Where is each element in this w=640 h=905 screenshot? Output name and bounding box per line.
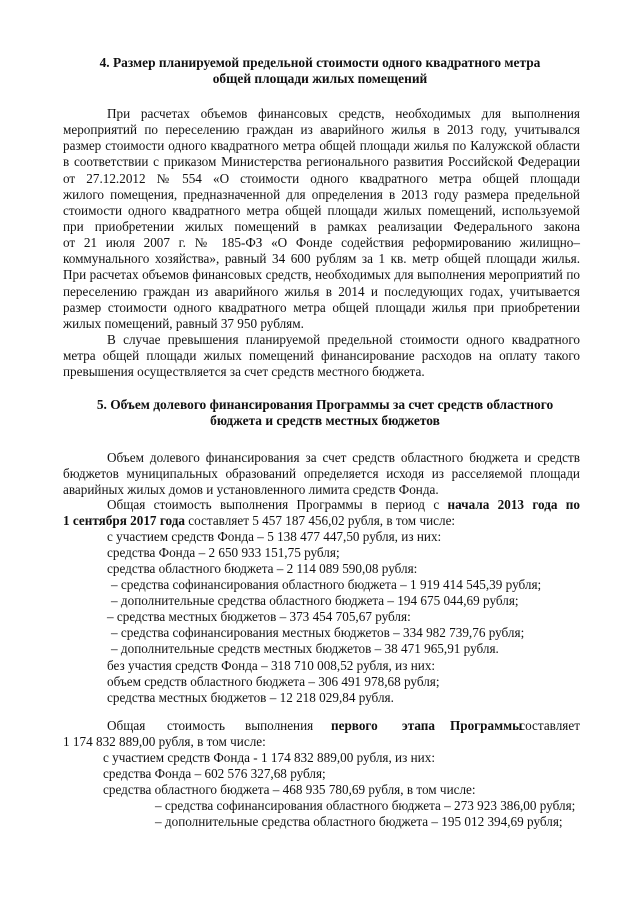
s4-p1-line: при приобретении жилых помещений в рамках реализации Федерального закона — [63, 219, 580, 234]
section-5-title-line-2: бюджета и средств местных бюджетов — [210, 413, 440, 429]
s4-p2-line: метра общей площади жилых помещений финансирование расходов на оплату такого — [63, 348, 580, 363]
list-item: – средства софинансирования областного бюджета – 1 919 414 545,39 рубля; — [111, 577, 542, 592]
total-cost-amount: составляет 5 457 187 456,02 рубля, в том числе: — [184, 513, 456, 528]
list-item: средства областного бюджета – 468 935 780,69 рубля, в том числе: — [103, 782, 476, 797]
s4-p1-line: от 27.12.2012 № 554 «О стоимости одного квадратного метра общей площади — [63, 171, 580, 186]
stage-1-word-bold: этапа — [402, 718, 435, 733]
list-item: средства местных бюджетов – 12 218 029,84 рубля. — [107, 690, 394, 705]
s4-p1-line: коммунального хозяйства», равный 34 600 рублям за 1 кв. метр общей площади жилья. — [63, 251, 580, 266]
list-item: – дополнительные средств местных бюджетов – 38 471 965,91 рубля. — [111, 641, 499, 656]
total-cost-period-start: начала 2013 года по — [447, 497, 581, 512]
s4-p1-line: стоимости одного квадратного метра общей площади жилых помещений, используемой — [63, 203, 580, 218]
s4-p2-line: В случае превышения планируемой предельной стоимости одного квадратного — [107, 332, 580, 347]
s4-p1-line: мероприятий по переселению граждан из аварийного жилья в 2013 году, учитывался — [63, 122, 580, 137]
list-item: с участием средств Фонда – 5 138 477 447,50 рубля, из них: — [107, 529, 442, 544]
list-item: средства Фонда – 2 650 933 151,75 рубля; — [107, 545, 340, 560]
list-item: с участием средств Фонда - 1 174 832 889,00 рубля, из них: — [103, 750, 435, 765]
s4-p1-line: размер стоимости одного квадратного метра общей площади жилья по Калужской области — [63, 138, 580, 153]
total-cost-line-1 — [107, 497, 580, 513]
list-item: – дополнительные средства областного бюджета – 194 675 044,69 рубля; — [111, 593, 519, 608]
total-cost-text: Общая стоимость выполнения Программы в период с — [107, 497, 448, 512]
stage-1-word: стоимость — [167, 718, 225, 733]
s4-p1-line: переселению граждан из аварийного жилья в 2014 и последующих годах, учитывается — [63, 284, 580, 299]
list-item: объем средств областного бюджета – 306 491 978,68 рубля; — [107, 674, 440, 689]
total-cost-line-2 — [63, 513, 455, 529]
section-4-title-line-1: 4. Размер планируемой предельной стоимости одного квадратного метра — [99, 55, 541, 70]
s5-p1-line: бюджетов муниципальных образований определяется исходя из расселяемой площади — [63, 466, 580, 481]
s4-p2-line: превышения осуществляется за счет средств местного бюджета. — [63, 364, 425, 379]
stage-1-line-2: 1 174 832 889,00 рубля, в том числе: — [63, 734, 266, 749]
section-5-title — [60, 397, 590, 429]
stage-1-word: выполнения — [245, 718, 314, 733]
s5-p1-line: Объем долевого финансирования за счет средств областного бюджета и средств — [107, 450, 580, 465]
s4-p1-line: в соответствии с приказом Министерства регионального развития Российской Федерации — [63, 154, 580, 169]
s4-p1-line: При расчетах объемов финансовых средств, необходимых для выполнения — [107, 106, 580, 121]
list-item: – дополнительные средства областного бюджета – 195 012 394,69 рубля; — [155, 814, 563, 829]
list-item: средства Фонда – 602 576 327,68 рубля; — [103, 766, 326, 781]
list-item: средства областного бюджета – 2 114 089 590,08 рубля: — [107, 561, 418, 576]
total-cost-period-end: 1 сентября 2017 года — [63, 513, 185, 528]
list-item: – средства местных бюджетов – 373 454 705,67 рубля: — [107, 609, 411, 624]
s4-p1-line: от 21 июля 2007 г. № 185-ФЗ «О Фонде содействия реформированию жилищно– — [63, 235, 580, 250]
stage-1-word-bold: Программы — [450, 718, 523, 733]
stage-1-word: составляет — [519, 718, 580, 733]
section-4-title — [60, 55, 580, 87]
stage-1-word: Общая — [107, 718, 146, 733]
section-5-title-line-1: 5. Объем долевого финансирования Программы за счет средств областного — [96, 397, 554, 412]
section-4-title-line-2: общей площади жилых помещений — [212, 71, 428, 87]
stage-1-word-bold: первого — [331, 718, 378, 733]
s4-p1-line: жилого помещения, предназначенной для определения в 2013 году размера предельной — [63, 187, 580, 202]
s4-p1-line: При расчетах объемов финансовых средств, необходимых для выполнения мероприятий по — [63, 267, 580, 282]
list-item: – средства софинансирования местных бюджетов – 334 982 739,76 рубля; — [111, 625, 525, 640]
list-item: без участия средств Фонда – 318 710 008,52 рубля, из них: — [107, 658, 436, 673]
s4-p1-line: размер стоимости одного квадратного метра общей площади жилья при приобретении — [63, 300, 580, 315]
list-item: – средства софинансирования областного бюджета – 273 923 386,00 рубля; — [155, 798, 576, 813]
s5-p1-line: аварийных жилых домов и установленного лимита средств Фонда. — [63, 482, 439, 497]
s4-p1-line: жилых помещений, равный 37 950 рублям. — [63, 316, 304, 331]
